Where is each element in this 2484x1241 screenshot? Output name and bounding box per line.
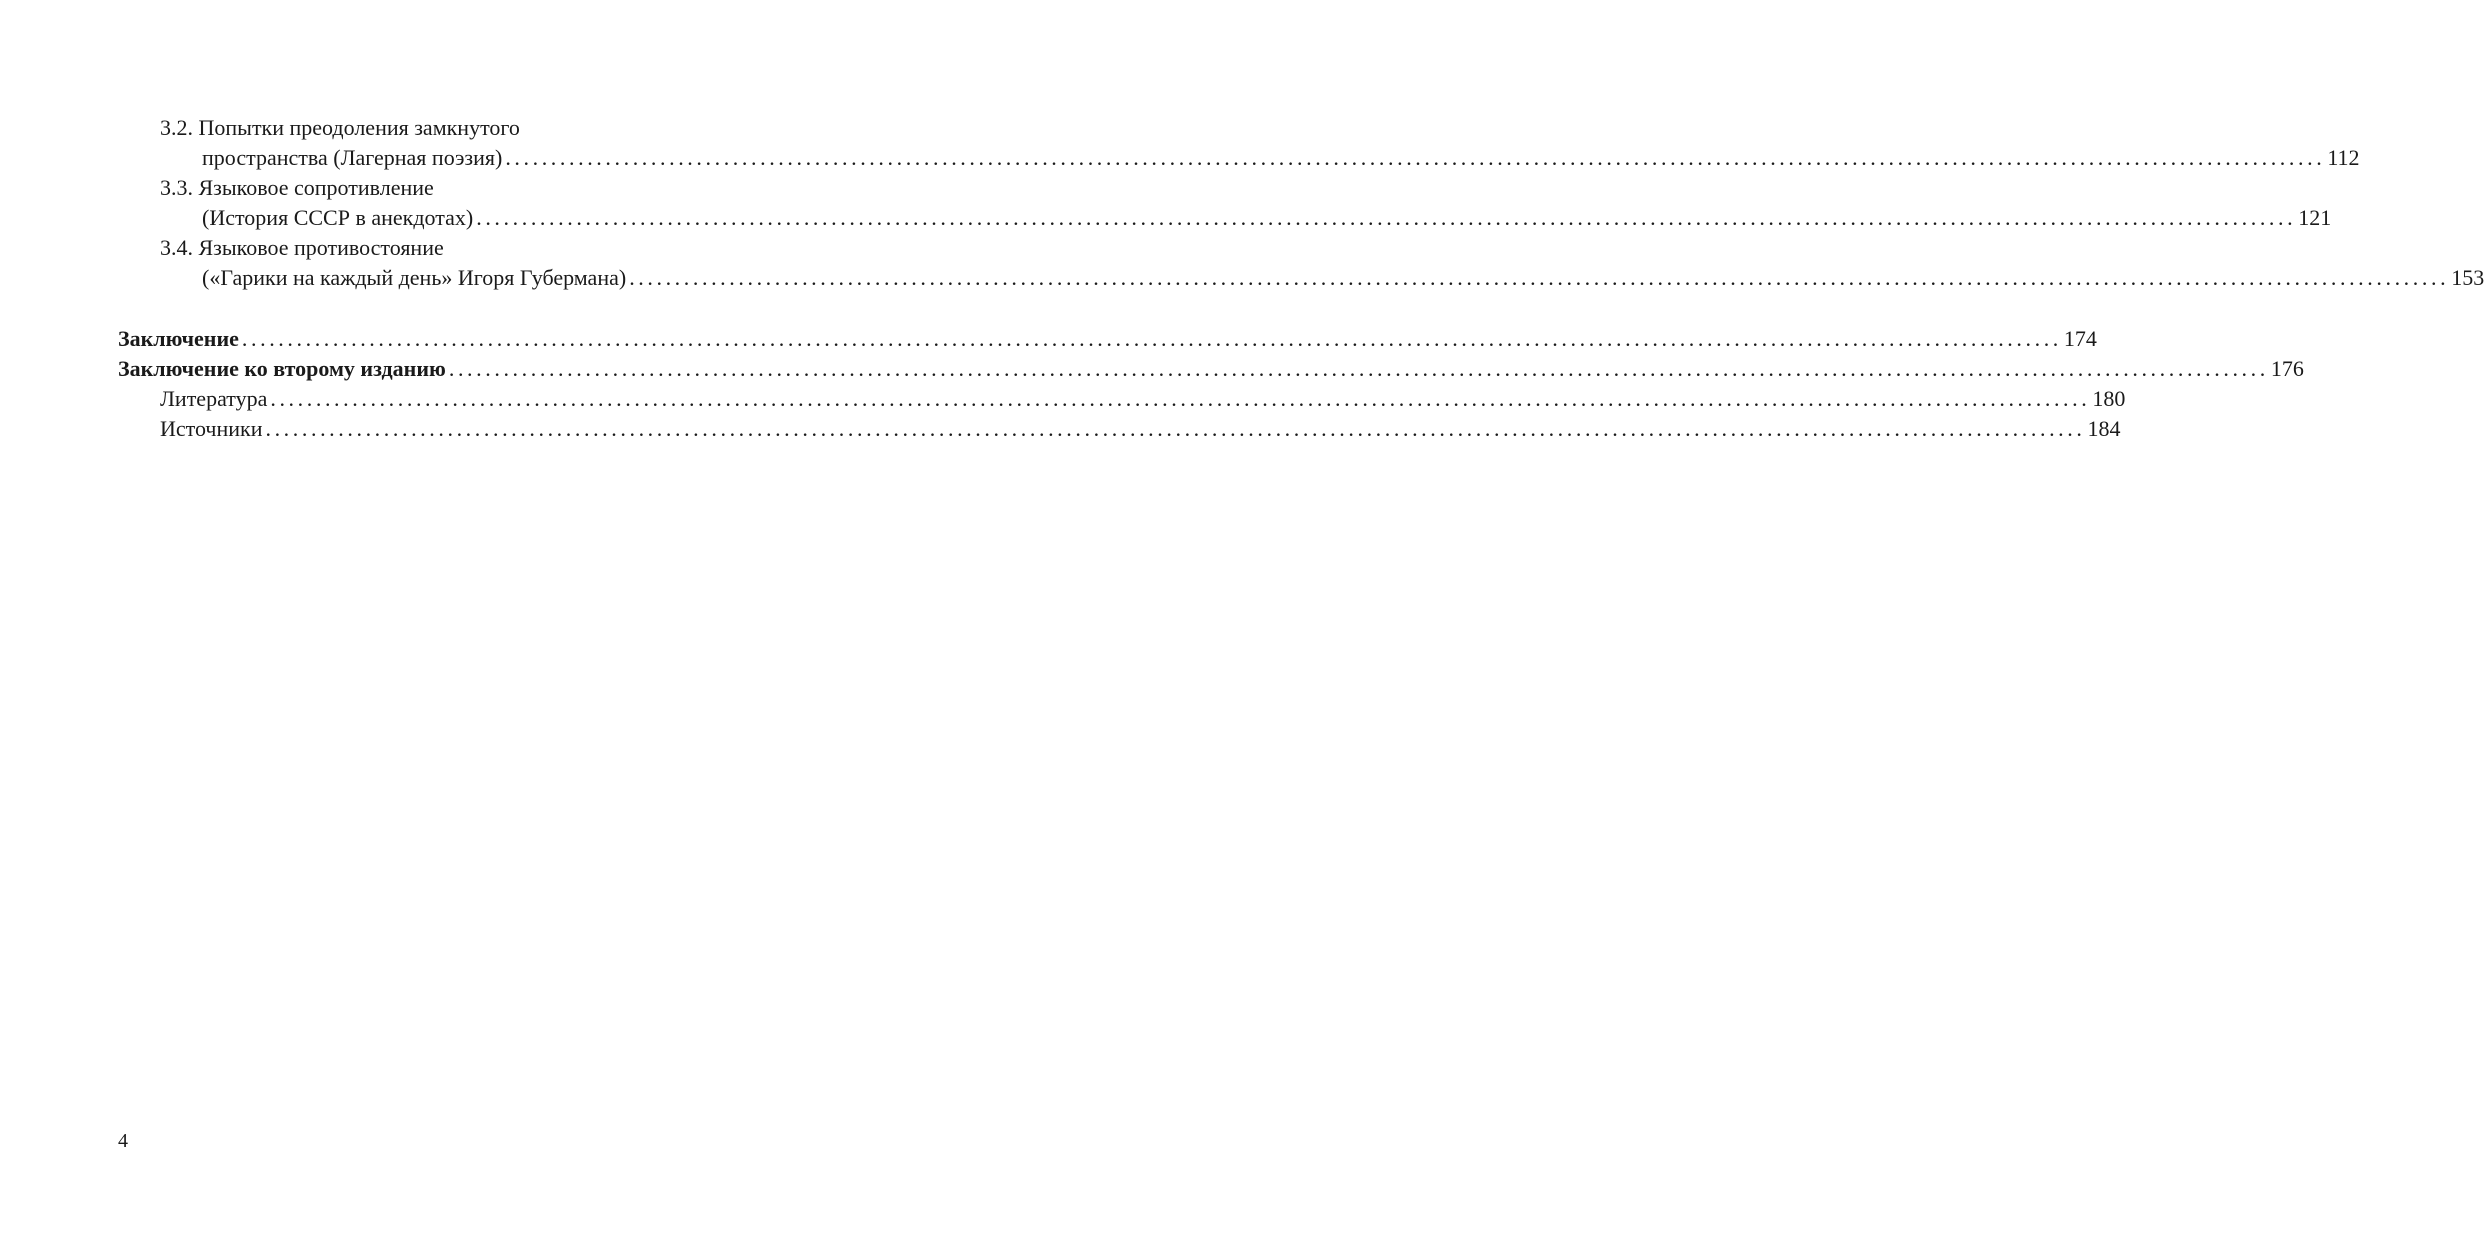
dot-leader: ........................................................................................................................................................................................................	[476, 205, 2297, 230]
page-number: 4	[118, 1130, 128, 1152]
toc-entry-3-3-title	[118, 173, 763, 203]
toc-entry-conclusion[interactable]	[118, 324, 2097, 354]
dot-leader: ........................................................................................................................................................................................................	[270, 386, 2091, 411]
table-of-contents	[118, 113, 2484, 444]
dot-leader: ........................................................................................................................................................................................................	[629, 265, 2450, 290]
dot-leader: ........................................................................................................................................................................................................	[241, 326, 2062, 351]
toc-entry-sources[interactable]	[118, 414, 2121, 444]
toc-page-number: 180	[2092, 386, 2126, 411]
toc-page-number: 174	[2063, 326, 2097, 351]
toc-entry-title: 3.2. Попытки преодоления замкнутого	[160, 115, 520, 140]
dot-leader: ........................................................................................................................................................................................................	[505, 145, 2326, 170]
toc-entry-title: Заключение ко второму изданию	[118, 356, 446, 381]
toc-entry-title: 3.3. Языковое сопротивление	[160, 175, 434, 200]
toc-page-number: 112	[2327, 145, 2360, 170]
toc-entry-3-4-title	[118, 233, 763, 263]
toc-entry-title: 3.4. Языковое противостояние	[160, 235, 444, 260]
toc-entry-title: Заключение	[118, 326, 239, 351]
toc-entry-literature[interactable]	[118, 384, 2126, 414]
toc-page-number: 153	[2451, 265, 2484, 290]
toc-entry-3-3[interactable]	[118, 203, 2332, 233]
dot-leader: ........................................................................................................................................................................................................	[448, 356, 2269, 381]
toc-page-number: 184	[2087, 416, 2121, 441]
toc-page-number: 121	[2298, 205, 2332, 230]
toc-entry-title: пространства (Лагерная поэзия)	[202, 145, 503, 170]
toc-entry-3-4[interactable]	[118, 263, 2484, 293]
toc-entry-title: Литература	[160, 386, 268, 411]
toc-entry-title: («Гарики на каждый день» Игоря Губермана)	[202, 265, 627, 290]
toc-entry-3-2-title	[118, 113, 763, 143]
toc-entry-title: Источники	[160, 416, 263, 441]
toc-entry-3-2[interactable]	[118, 143, 2360, 173]
toc-page-number: 176	[2270, 356, 2304, 381]
toc-entry-conclusion-second-edition[interactable]	[118, 354, 2304, 384]
toc-entry-title: (История СССР в анекдотах)	[202, 205, 474, 230]
dot-leader: ........................................................................................................................................................................................................	[265, 416, 2086, 441]
